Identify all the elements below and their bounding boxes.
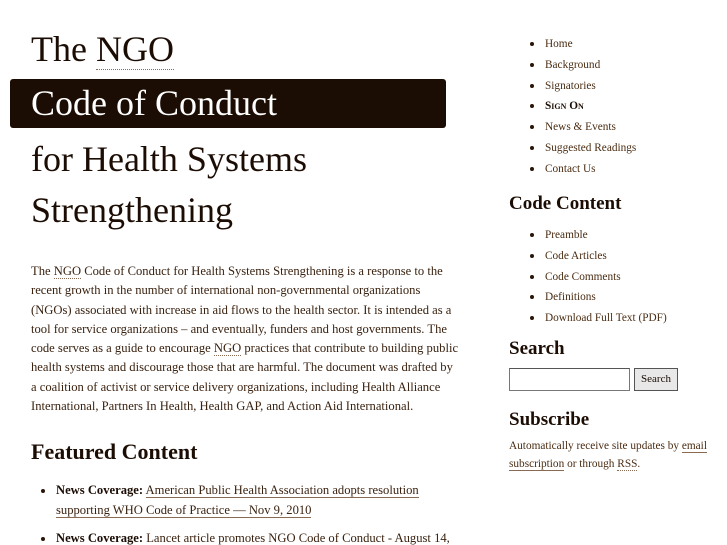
- intro-text-1: The: [31, 264, 51, 278]
- code-item-preamble[interactable]: Preamble: [545, 227, 667, 248]
- featured-link[interactable]: American Public Health Association adopts resolution supporting WHO Code of Practice — Nov 9, 2010: [56, 483, 419, 517]
- email-subscription-link[interactable]: email subscription: [509, 440, 707, 470]
- nav-item-home[interactable]: Home: [545, 36, 636, 57]
- code-item-comments[interactable]: Code Comments: [545, 269, 667, 290]
- intro-text-3: practices that contribute to building public health systems and discourage those that are harmful. The document was drafted by a coalition of activist or service delivery organizations, including Health Alliance International, Partners In Health, Health GAP, and Action Aid International.: [31, 341, 459, 414]
- subscribe-pre: Automatically receive site updates by: [509, 440, 680, 452]
- intro-paragraph: [31, 262, 461, 416]
- code-item-download-pdf[interactable]: Download Full Text (PDF): [545, 310, 667, 331]
- featured-label: News Coverage:: [56, 483, 144, 497]
- featured-item: [56, 529, 466, 545]
- rss-link[interactable]: RSS: [617, 457, 638, 470]
- subscribe-mid: or through: [567, 457, 615, 470]
- code-content-list: [545, 227, 667, 331]
- title-the: The: [31, 29, 87, 69]
- search-input[interactable]: [509, 368, 630, 391]
- title-line-3: for Health Systems: [31, 139, 307, 179]
- featured-link[interactable]: Lancet article promotes NGO Code of Conduct - August 14,: [146, 531, 450, 545]
- code-item-articles[interactable]: Code Articles: [545, 248, 667, 269]
- nav-item-background[interactable]: Background: [545, 57, 636, 78]
- subscribe-post: .: [637, 457, 641, 470]
- nav-item-signatories[interactable]: Signatories: [545, 78, 636, 99]
- intro-text-2: Code of Conduct for Health Systems Strengthening is a response to the recent growth in the number of international non-governmental organizations (NGOs) associated with increase in aid flows to the health sector. It is intended as a tool for service organizations – and eventually, funders and host governments. The code serves as a guide to encourage: [31, 264, 452, 356]
- search-heading: Search: [509, 338, 565, 359]
- featured-item: [56, 481, 466, 520]
- nav-item-contact-us[interactable]: Contact Us: [545, 161, 636, 182]
- title-line-1: [31, 26, 174, 72]
- nav-item-news-events[interactable]: News & Events: [545, 119, 636, 140]
- title-ngo-abbr: NGO: [95, 29, 174, 69]
- title-line-4: Strengthening: [31, 190, 233, 230]
- intro-ngo-abbr-2: NGO: [213, 341, 242, 356]
- title-highlight-bar: Code of Conduct: [10, 79, 446, 128]
- main-nav: [545, 36, 636, 182]
- code-item-definitions[interactable]: Definitions: [545, 289, 667, 310]
- featured-list: [56, 481, 466, 545]
- search-button[interactable]: Search: [634, 368, 678, 391]
- nav-item-suggested-readings[interactable]: Suggested Readings: [545, 140, 636, 161]
- nav-item-sign-on[interactable]: Sign On: [545, 98, 636, 119]
- code-content-heading: Code Content: [509, 193, 622, 214]
- subscribe-text: [509, 438, 714, 473]
- intro-ngo-abbr: NGO: [53, 264, 82, 278]
- featured-label: News Coverage:: [56, 531, 144, 545]
- featured-heading: Featured Content: [31, 439, 198, 464]
- subscribe-heading: Subscribe: [509, 409, 590, 430]
